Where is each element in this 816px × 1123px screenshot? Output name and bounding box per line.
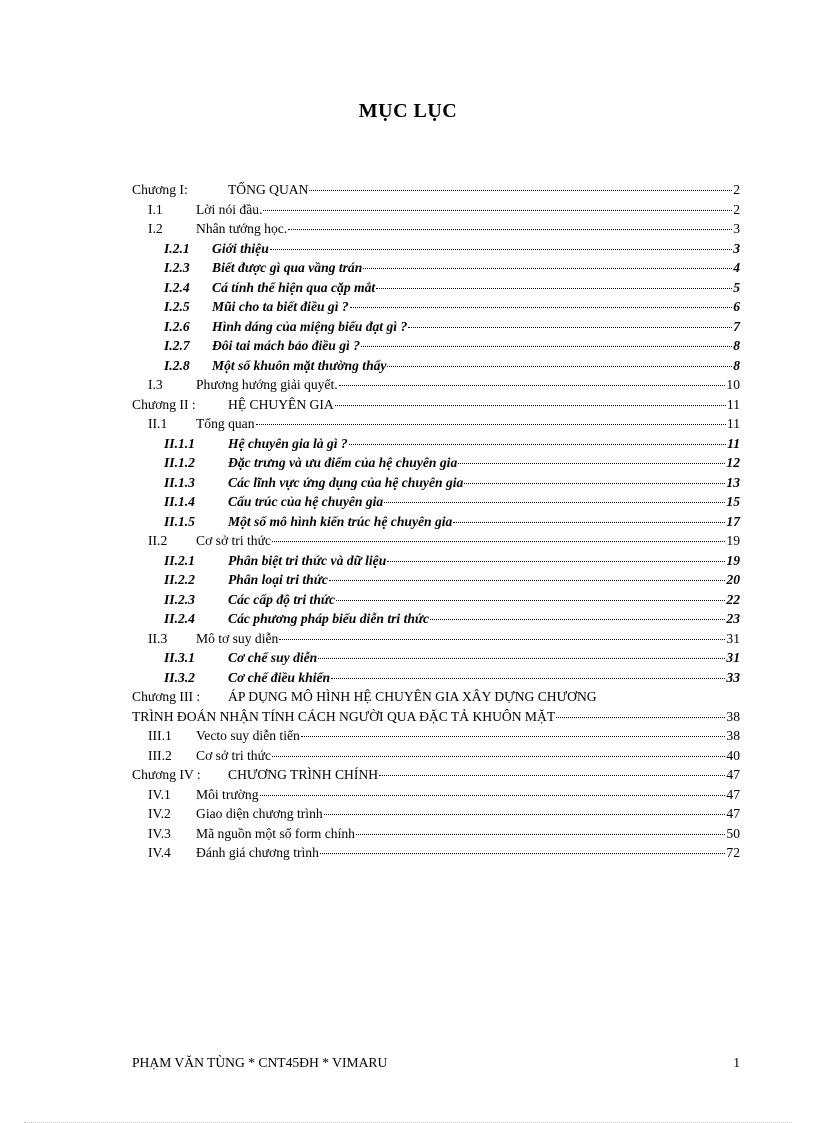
toc-entry-title: Vecto suy diễn tiến [196, 728, 300, 743]
toc-entry-page: 11 [726, 416, 740, 431]
toc-entry[interactable] [132, 609, 740, 629]
toc-entry-number: Chương I: [132, 182, 188, 197]
toc-entry-number: IV.4 [148, 845, 171, 860]
toc-entry-title: Cơ chế suy diễn [228, 650, 318, 665]
toc-entry-page: 33 [726, 669, 740, 685]
toc-entry[interactable] [132, 258, 740, 278]
toc-entry[interactable] [132, 180, 740, 200]
toc-entry-page: 10 [726, 377, 740, 392]
toc-entry-title: Tổng quan [196, 416, 255, 431]
table-of-contents [132, 180, 740, 863]
toc-dot-leader [279, 638, 725, 640]
toc-entry-page: 7 [733, 318, 740, 334]
toc-entry[interactable] [132, 551, 740, 571]
toc-entry-number: IV.3 [148, 825, 171, 841]
toc-entry-title: Đôi tai mách bảo điều gì ? [212, 338, 361, 353]
toc-entry-page: 38 [726, 728, 740, 743]
toc-entry-title: Giới thiệu [212, 240, 269, 256]
toc-entry-title: TRÌNH ĐOÁN NHẬN TÍNH CÁCH NGƯỜI QUA ĐẶC TẢ KHUÔN MẶT [132, 708, 556, 724]
toc-entry-page: 11 [727, 435, 740, 451]
toc-entry[interactable] [132, 200, 740, 220]
toc-entry-title: Mũi cho ta biết điều gì ? [212, 299, 349, 314]
toc-dot-leader [458, 462, 725, 464]
toc-entry-title: Một số khuôn mặt thường thấy [212, 357, 387, 373]
toc-entry[interactable] [132, 687, 740, 707]
toc-entry-title: CHƯƠNG TRÌNH CHÍNH [228, 767, 379, 782]
toc-dot-leader [408, 326, 732, 328]
toc-dot-leader [270, 248, 732, 250]
toc-entry-title: Phân biệt tri thức và dữ liệu [228, 552, 387, 568]
toc-entry[interactable] [132, 590, 740, 610]
toc-entry[interactable] [132, 726, 740, 746]
toc-entry-title: Các lĩnh vực ứng dụng của hệ chuyên gia [228, 474, 464, 490]
toc-entry-number: I.2.8 [164, 357, 190, 373]
toc-dot-leader [288, 228, 732, 230]
toc-entry-page: 2 [733, 201, 740, 217]
toc-entry-page: 17 [726, 513, 740, 529]
footer-author-line: PHẠM VĂN TÙNG * CNT45ĐH * VIMARU [132, 1055, 388, 1070]
toc-entry-title: Phương hướng giải quyết. [196, 377, 338, 392]
toc-entry-number: I.3 [148, 377, 163, 392]
toc-dot-leader [376, 287, 732, 289]
toc-dot-leader [331, 677, 725, 679]
toc-entry-page: 5 [733, 279, 740, 295]
toc-entry-number: II.1.4 [164, 494, 195, 509]
toc-entry-title: Mã nguồn một số form chính [196, 825, 355, 841]
toc-entry-number: II.2.4 [164, 611, 195, 626]
toc-entry-page: 38 [726, 708, 740, 724]
toc-entry-number: II.1.3 [164, 474, 195, 490]
toc-entry[interactable] [132, 395, 740, 415]
page-title: MỤC LỤC [358, 100, 458, 122]
toc-dot-leader [329, 579, 725, 581]
toc-entry[interactable] [132, 629, 740, 649]
toc-dot-leader [384, 501, 725, 503]
toc-entry-title: Nhân tướng học. [196, 221, 288, 236]
toc-dot-leader [430, 618, 725, 620]
toc-dot-leader [363, 267, 732, 269]
toc-dot-leader [379, 774, 725, 776]
toc-entry-title: Cấu trúc của hệ chuyên gia [228, 494, 384, 509]
toc-entry[interactable] [132, 804, 740, 824]
toc-dot-leader [349, 443, 726, 445]
toc-entry-page: 47 [726, 806, 740, 821]
toc-entry-number: III.2 [148, 747, 172, 763]
footer-page-number: 1 [733, 1055, 740, 1070]
toc-entry[interactable] [132, 239, 740, 259]
toc-entry-title: Biết được gì qua vầng trán [212, 260, 363, 275]
toc-entry-number: I.1 [148, 201, 163, 217]
toc-entry-title: HỆ CHUYÊN GIA [228, 396, 334, 412]
toc-entry-page: 19 [726, 533, 740, 548]
toc-entry-page: 4 [733, 260, 740, 275]
toc-entry-title: Hình dáng của miệng biểu đạt gì ? [212, 318, 408, 334]
toc-entry-page: 2 [733, 182, 740, 197]
toc-entry[interactable] [132, 824, 740, 844]
toc-dot-leader [263, 209, 732, 211]
toc-entry-number: I.2.4 [164, 279, 190, 295]
toc-entry[interactable] [132, 453, 740, 473]
toc-entry-page: 47 [726, 786, 740, 802]
toc-entry-page: 15 [726, 494, 740, 509]
toc-entry[interactable] [132, 785, 740, 805]
toc-entry-number: Chương IV : [132, 767, 201, 782]
toc-dot-leader [336, 599, 725, 601]
toc-entry-number: I.2.7 [164, 338, 190, 353]
toc-entry[interactable] [132, 219, 740, 239]
toc-entry-number: IV.2 [148, 806, 171, 821]
toc-entry-page: 12 [726, 455, 740, 470]
toc-entry-page: 8 [733, 338, 740, 353]
toc-entry-page: 19 [726, 552, 740, 568]
toc-entry-title: TỔNG QUAN [228, 182, 309, 197]
toc-dot-leader [361, 345, 732, 347]
toc-entry-page: 13 [726, 474, 740, 490]
toc-dot-leader [387, 560, 725, 562]
toc-dot-leader [320, 852, 726, 854]
toc-dot-leader [272, 755, 725, 757]
toc-entry[interactable] [132, 297, 740, 317]
toc-entry-page: 3 [733, 221, 740, 236]
toc-entry-number: II.2 [148, 533, 168, 548]
toc-entry[interactable] [132, 531, 740, 551]
toc-entry-number: II.3 [148, 630, 168, 646]
toc-entry[interactable] [132, 414, 740, 434]
toc-dot-leader [387, 365, 732, 367]
toc-entry[interactable] [132, 375, 740, 395]
toc-entry-title: Phân loại tri thức [228, 572, 328, 587]
toc-entry[interactable] [132, 278, 740, 298]
toc-entry-title: Lời nói đầu. [196, 201, 263, 217]
toc-entry-page: 22 [726, 591, 740, 607]
toc-entry-title: Cơ sở tri thức [196, 533, 271, 548]
toc-entry-number: I.2.5 [164, 299, 190, 314]
toc-entry-title: Hệ chuyên gia là gì ? [228, 435, 348, 451]
toc-dot-leader [335, 404, 726, 406]
toc-dot-leader [339, 384, 726, 386]
toc-entry-title: Đánh giá chương trình [196, 845, 319, 860]
toc-entry-number: Chương III : [132, 689, 201, 704]
toc-entry-title: Cơ chế điều khiển [228, 669, 331, 685]
toc-entry[interactable] [132, 356, 740, 376]
toc-entry[interactable] [132, 668, 740, 688]
toc-entry-page: 20 [726, 572, 740, 587]
toc-entry-page: 31 [726, 650, 740, 665]
toc-entry-page: 11 [726, 396, 740, 412]
toc-entry-page: 50 [726, 825, 740, 841]
toc-entry[interactable] [132, 746, 740, 766]
toc-dot-leader [301, 735, 726, 737]
toc-entry-number: II.2.2 [164, 572, 195, 587]
toc-entry-number: III.1 [148, 728, 172, 743]
page-footer [132, 1055, 740, 1071]
toc-entry-page: 6 [733, 299, 740, 314]
toc-dot-leader [350, 306, 733, 308]
toc-entry-page: 40 [726, 747, 740, 763]
toc-entry-title: Môi trường [196, 786, 259, 802]
toc-dot-leader [272, 540, 725, 542]
toc-entry[interactable] [132, 707, 740, 727]
toc-entry[interactable] [132, 648, 740, 668]
toc-entry-title: Các phương pháp biểu diễn tri thức [228, 611, 430, 626]
toc-entry-title: Các cấp độ tri thức [228, 591, 336, 607]
toc-entry-title: Đặc trưng và ưu điểm của hệ chuyên gia [228, 455, 458, 470]
toc-dot-leader [309, 189, 732, 191]
toc-entry-title: Cơ sở tri thức [196, 747, 271, 763]
toc-entry-number: II.2.1 [164, 552, 195, 568]
toc-entry-title: ÁP DỤNG MÔ HÌNH HỆ CHUYÊN GIA XÂY DỰNG CHƯƠNG [228, 689, 597, 704]
toc-entry[interactable] [132, 512, 740, 532]
toc-entry-page: 3 [733, 240, 740, 256]
toc-entry-number: IV.1 [148, 786, 171, 802]
toc-entry-page: 47 [726, 767, 740, 782]
toc-entry[interactable] [132, 843, 740, 863]
toc-entry-number: II.1.5 [164, 513, 195, 529]
toc-dot-leader [324, 813, 726, 815]
toc-dot-leader [256, 423, 726, 425]
toc-entry-title: Cá tính thể hiện qua cặp mắt [212, 279, 376, 295]
toc-entry-title: Mô tơ suy diễn [196, 630, 279, 646]
toc-entry[interactable] [132, 317, 740, 337]
toc-entry-title: Một số mô hình kiến trúc hệ chuyên gia [228, 513, 453, 529]
toc-entry-page: 8 [733, 357, 740, 373]
toc-dot-leader [464, 482, 725, 484]
toc-dot-leader [453, 521, 725, 523]
toc-entry-page: 23 [726, 611, 740, 626]
toc-entry[interactable] [132, 473, 740, 493]
toc-entry-number: II.3.2 [164, 669, 195, 685]
toc-entry-number: I.2.6 [164, 318, 190, 334]
toc-entry-number: II.1.2 [164, 455, 195, 470]
toc-entry-number: II.1 [148, 416, 168, 431]
toc-entry-page: 72 [726, 845, 740, 860]
toc-dot-leader [260, 794, 726, 796]
toc-entry-number: I.2.3 [164, 260, 190, 275]
toc-dot-leader [318, 657, 725, 659]
toc-entry-title: Giao diện chương trình [196, 806, 323, 821]
toc-dot-leader [356, 833, 725, 835]
toc-entry-number: Chương II : [132, 396, 196, 412]
toc-entry-page: 31 [726, 630, 740, 646]
toc-entry-number: II.2.3 [164, 591, 195, 607]
toc-entry-number: II.1.1 [164, 435, 195, 451]
toc-entry[interactable] [132, 765, 740, 785]
toc-entry-number: II.3.1 [164, 650, 195, 665]
toc-entry[interactable] [132, 336, 740, 356]
toc-entry[interactable] [132, 492, 740, 512]
toc-dot-leader [556, 716, 725, 718]
toc-entry[interactable] [132, 434, 740, 454]
toc-entry[interactable] [132, 570, 740, 590]
toc-entry-number: I.2 [148, 221, 163, 236]
toc-entry-number: I.2.1 [164, 240, 190, 256]
